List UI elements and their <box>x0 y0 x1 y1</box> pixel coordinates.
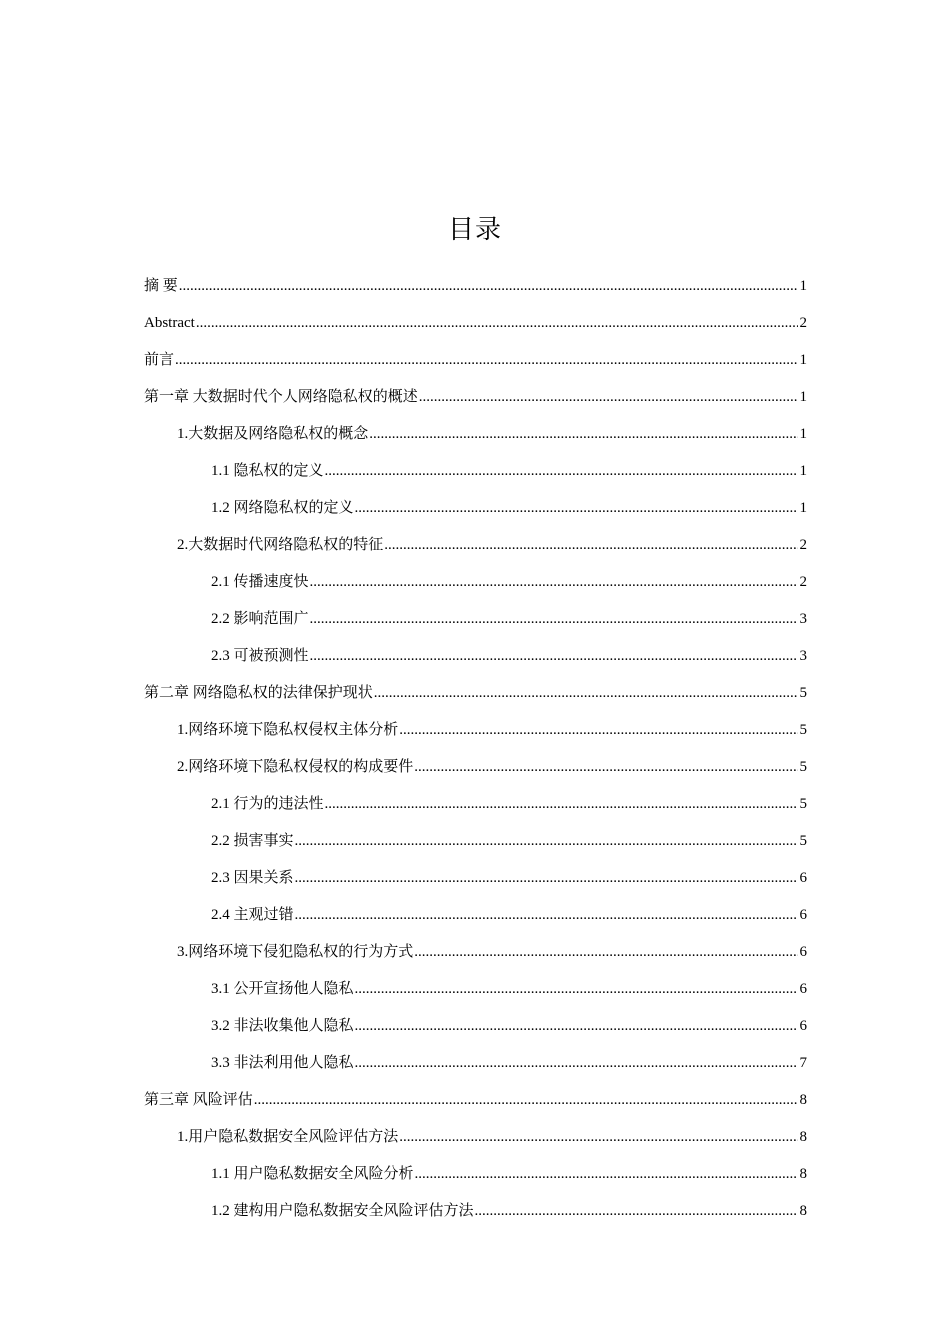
toc-entry[interactable] <box>144 564 807 601</box>
toc-entry[interactable] <box>144 527 807 564</box>
toc-dot-leader <box>399 712 798 749</box>
toc-entry-label: 3.3 非法利用他人隐私 <box>211 1055 354 1071</box>
toc-entry-label: 第三章 风险评估 <box>144 1092 253 1108</box>
toc-list <box>144 268 807 1230</box>
toc-entry-page: 8 <box>799 1129 807 1145</box>
toc-entry-label: 1.2 网络隐私权的定义 <box>211 500 354 516</box>
toc-entry-label: 2.1 行为的违法性 <box>211 796 324 812</box>
toc-entry[interactable] <box>144 453 807 490</box>
toc-entry[interactable] <box>144 934 807 971</box>
toc-entry-label: 前言 <box>144 352 175 368</box>
toc-entry[interactable] <box>144 897 807 934</box>
toc-entry-page: 2 <box>799 315 807 331</box>
toc-entry[interactable] <box>144 1156 807 1193</box>
toc-dot-leader <box>325 453 798 490</box>
toc-entry-page: 6 <box>799 907 807 923</box>
toc-entry[interactable] <box>144 1119 807 1156</box>
toc-dot-leader <box>295 897 798 934</box>
toc-entry-page: 3 <box>799 611 807 627</box>
toc-entry-page: 1 <box>799 278 807 294</box>
toc-entry[interactable] <box>144 1193 807 1230</box>
toc-entry[interactable] <box>144 971 807 1008</box>
toc-entry[interactable] <box>144 638 807 675</box>
toc-entry-label: 2.4 主观过错 <box>211 907 294 923</box>
toc-entry[interactable] <box>144 268 807 305</box>
toc-dot-leader <box>415 1156 798 1193</box>
toc-dot-leader <box>175 342 798 379</box>
toc-dot-leader <box>310 564 798 601</box>
toc-dot-leader <box>475 1193 798 1230</box>
toc-entry-label: 1.网络环境下隐私权侵权主体分析 <box>177 722 399 738</box>
toc-dot-leader <box>374 675 798 712</box>
toc-entry-page: 5 <box>799 833 807 849</box>
toc-entry-label: 3.1 公开宣扬他人隐私 <box>211 981 354 997</box>
toc-entry[interactable] <box>144 860 807 897</box>
toc-entry-label: 2.3 因果关系 <box>211 870 294 886</box>
toc-entry-label: 2.大数据时代网络隐私权的特征 <box>177 537 384 553</box>
toc-entry[interactable] <box>144 749 807 786</box>
toc-dot-leader <box>254 1082 798 1119</box>
toc-entry-page: 8 <box>799 1092 807 1108</box>
toc-entry-page: 1 <box>799 389 807 405</box>
toc-entry[interactable] <box>144 675 807 712</box>
toc-dot-leader <box>384 527 798 564</box>
toc-entry-label: 1.2 建构用户隐私数据安全风险评估方法 <box>211 1203 474 1219</box>
toc-entry-label: 第一章 大数据时代个人网络隐私权的概述 <box>144 389 418 405</box>
toc-dot-leader <box>355 1045 798 1082</box>
toc-entry-label: 3.2 非法收集他人隐私 <box>211 1018 354 1034</box>
toc-entry[interactable] <box>144 1045 807 1082</box>
toc-entry[interactable] <box>144 305 807 342</box>
toc-dot-leader <box>325 786 798 823</box>
toc-entry[interactable] <box>144 490 807 527</box>
toc-entry-page: 6 <box>799 870 807 886</box>
toc-dot-leader <box>419 379 798 416</box>
toc-dot-leader <box>355 971 798 1008</box>
toc-entry-label: 2.网络环境下隐私权侵权的构成要件 <box>177 759 414 775</box>
toc-entry-page: 2 <box>799 574 807 590</box>
toc-entry[interactable] <box>144 712 807 749</box>
toc-entry-label: 第二章 网络隐私权的法律保护现状 <box>144 685 373 701</box>
toc-dot-leader <box>295 860 798 897</box>
toc-entry[interactable] <box>144 1008 807 1045</box>
toc-entry[interactable] <box>144 601 807 638</box>
toc-entry-label: 2.1 传播速度快 <box>211 574 309 590</box>
toc-dot-leader <box>310 601 798 638</box>
toc-dot-leader <box>196 305 798 342</box>
toc-entry-page: 6 <box>799 1018 807 1034</box>
toc-entry[interactable] <box>144 823 807 860</box>
toc-entry-page: 8 <box>799 1203 807 1219</box>
toc-entry[interactable] <box>144 786 807 823</box>
toc-entry-page: 2 <box>799 537 807 553</box>
toc-entry-page: 1 <box>799 352 807 368</box>
toc-dot-leader <box>399 1119 798 1156</box>
toc-entry-label: 1.用户隐私数据安全风险评估方法 <box>177 1129 399 1145</box>
toc-entry-label: 2.2 影响范围广 <box>211 611 309 627</box>
toc-entry-page: 5 <box>799 685 807 701</box>
toc-entry-page: 8 <box>799 1166 807 1182</box>
toc-entry-label: 摘 要 <box>144 278 178 294</box>
toc-entry-page: 3 <box>799 648 807 664</box>
toc-entry-label: 2.2 损害事实 <box>211 833 294 849</box>
toc-dot-leader <box>414 749 798 786</box>
toc-entry-label: 1.1 用户隐私数据安全风险分析 <box>211 1166 414 1182</box>
toc-entry-page: 5 <box>799 796 807 812</box>
toc-dot-leader <box>310 638 798 675</box>
toc-entry-label: 2.3 可被预测性 <box>211 648 309 664</box>
toc-entry[interactable] <box>144 1082 807 1119</box>
toc-entry-page: 1 <box>799 426 807 442</box>
toc-entry[interactable] <box>144 416 807 453</box>
toc-dot-leader <box>414 934 798 971</box>
toc-entry-page: 5 <box>799 759 807 775</box>
toc-entry[interactable] <box>144 342 807 379</box>
toc-entry-page: 1 <box>799 500 807 516</box>
toc-dot-leader <box>355 1008 798 1045</box>
toc-dot-leader <box>295 823 798 860</box>
toc-entry-page: 7 <box>799 1055 807 1071</box>
toc-entry-label: 1.大数据及网络隐私权的概念 <box>177 426 369 442</box>
toc-entry-label: 1.1 隐私权的定义 <box>211 463 324 479</box>
toc-entry[interactable] <box>144 379 807 416</box>
toc-dot-leader <box>369 416 798 453</box>
toc-dot-leader <box>179 268 798 305</box>
toc-entry-page: 5 <box>799 722 807 738</box>
toc-entry-label: 3.网络环境下侵犯隐私权的行为方式 <box>177 944 414 960</box>
toc-entry-page: 6 <box>799 981 807 997</box>
toc-dot-leader <box>355 490 798 527</box>
toc-entry-label: Abstract <box>144 315 195 331</box>
toc-entry-page: 1 <box>799 463 807 479</box>
toc-title: 目录 <box>447 215 502 245</box>
toc-entry-page: 6 <box>799 944 807 960</box>
